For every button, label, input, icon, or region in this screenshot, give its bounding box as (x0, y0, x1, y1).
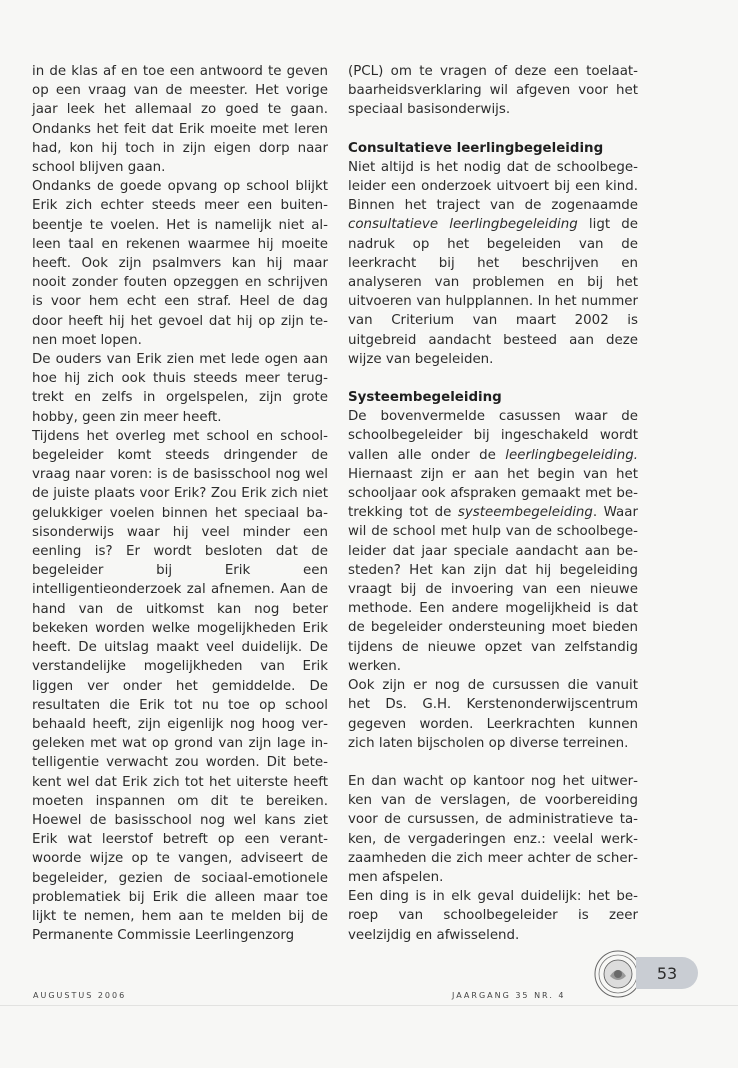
emphasis: systeembegeleiding (457, 505, 593, 521)
paragraph: Tijdens het overleg met school en schoolbegeleider komt steeds dringender de vraag naar voren: is de basisschool nog wel de juiste plaats voor Erik? Zou Erik zich niet gelukkiger voelen binnen het speciaal basisonderwijs waar hij veel minder een eenling is? Er wordt besloten dat de begeleider bij Erik een intelligentieonderzoek zal afnemen. Aan de hand van de uitkomst kan nog beter bekeken worden welke mogelijkheden Erik heeft. De uitslag maakt veel duidelijk. De verstandelijke mogelijkheden van Erik liggen ver onder het gemiddelde. De resultaten die Erik tot nu toe op school behaald heeft, zijn eigenlijk nog hoog vergeleken met wat op grond van zijn lage intelligentie verwacht zou worden. Dit betekent wel dat Erik zich tot het uiterste heeft moeten inspannen om dit te bereiken. Hoewel de basisschool nog wel kans ziet Erik wat leerstof betreft op een verantwoorde wijze op te vangen, adviseert de begeleider, gezien de sociaal-emotionele problematiek bij Erik die alleen maar toe lijkt te nemen, hem aan te melden bij de Permanente Commissie Leerlingenzorg (32, 428, 328, 944)
text-run: ligt de nadruk op het begeleiden van de leerkracht bij het beschrijven en analyseren van problemen en bij het uitvoeren van hulpplannen. In het nummer van Criterium van maart 2002 is uitgebreid aandacht besteed aan deze wijze van begeleiden. (348, 217, 638, 367)
paragraph: De ouders van Erik zien met lede ogen aan hoe hij zich ook thuis steeds meer terugtrekt en zelfs in orgelspelen, zijn grote hobby, geen zin meer heeft. (32, 352, 328, 425)
paragraph (348, 407, 638, 676)
text-run: Niet altijd is het nodig dat de schoolbegeleider een onderzoek uitvoert bij een kind. Binnen het traject van de zogenaamde (348, 159, 638, 214)
text-run: Hiernaast zijn er aan het begin van het schooljaar ook afspraken gemaakt met betrekking tot de (348, 466, 638, 521)
paragraph (348, 158, 638, 369)
page-number: 53 (636, 957, 698, 989)
paragraph: Ondanks de goede opvang op school blijkt Erik zich echter steeds meer een buitenbeentje te voelen. Het is namelijk niet alleen taal en rekenen waarmee hij moeite heeft. Ook zijn psalmvers kan hij maar nooit zonder fouten opzeggen en schrijven is voor hem echt een straf. Heel de dag door heeft hij het gevoel dat hij op zijn tenen moet lopen. (32, 179, 328, 348)
seal-emblem-icon (594, 950, 642, 998)
paragraph: in de klas af en toe een antwoord te geven op een vraag van de meester. Het vorige jaar leek het allemaal zo goed te gaan. Ondanks het feit dat Erik moeite met leren had, kon hij toch in zijn eigen dorp naar school blijven gaan. (32, 64, 328, 176)
emphasis: consultatieve leerlingbegeleiding (348, 217, 578, 233)
paragraph: En dan wacht op kantoor nog het uitwerken van de verslagen, de voorbereiding voor de cursussen, de administratieve taken, de vergaderingen enz.: veelal werkzaamheden die zich meer achter de schermen afspelen. (348, 773, 638, 885)
footer-divider (0, 1005, 738, 1006)
right-column (348, 62, 638, 945)
paragraph: Een ding is in elk geval duidelijk: het beroep van schoolbegeleider is zeer veelzijdig en afwisselend. (348, 889, 638, 943)
spacer (348, 120, 638, 139)
text-run: . Waar wil de school met hulp van de schoolbegeleider dat jaar speciale aandacht aan besteden? Het kan zijn dat hij begeleiding vraagt bij de invoering van een nieuwe methode. Een andere mogelijkheid is dat de begeleider ondersteuning moet bieden tijdens de nieuwe opzet van zelfstandig werken. (348, 505, 638, 674)
section-heading: Consultatieve leerlingbegeleiding (348, 140, 604, 156)
section-heading: Systeembegeleiding (348, 390, 502, 406)
footer-volume: JAARGANG 35 NR. 4 (452, 991, 566, 1000)
spacer (348, 753, 638, 772)
spacer (348, 369, 638, 388)
emphasis: leerlingbegeleiding. (505, 447, 638, 463)
text-run: De bovenvermelde casussen waar de schoolbegeleider bij ingeschakeld wordt vallen alle onder de (348, 409, 638, 463)
footer-date: AUGUSTUS 2006 (33, 991, 127, 1000)
paragraph: Ook zijn er nog de cursussen die vanuit het Ds. G.H. Kerstenonderwijscentrum gegeven worden. Leerkrachten kunnen zich laten bijscholen op diverse terreinen. (348, 678, 638, 751)
paragraph: (PCL) om te vragen of deze een toelaatbaarheidsverklaring wil afgeven voor het speciaal basisonderwijs. (348, 64, 638, 118)
left-column (32, 62, 328, 945)
